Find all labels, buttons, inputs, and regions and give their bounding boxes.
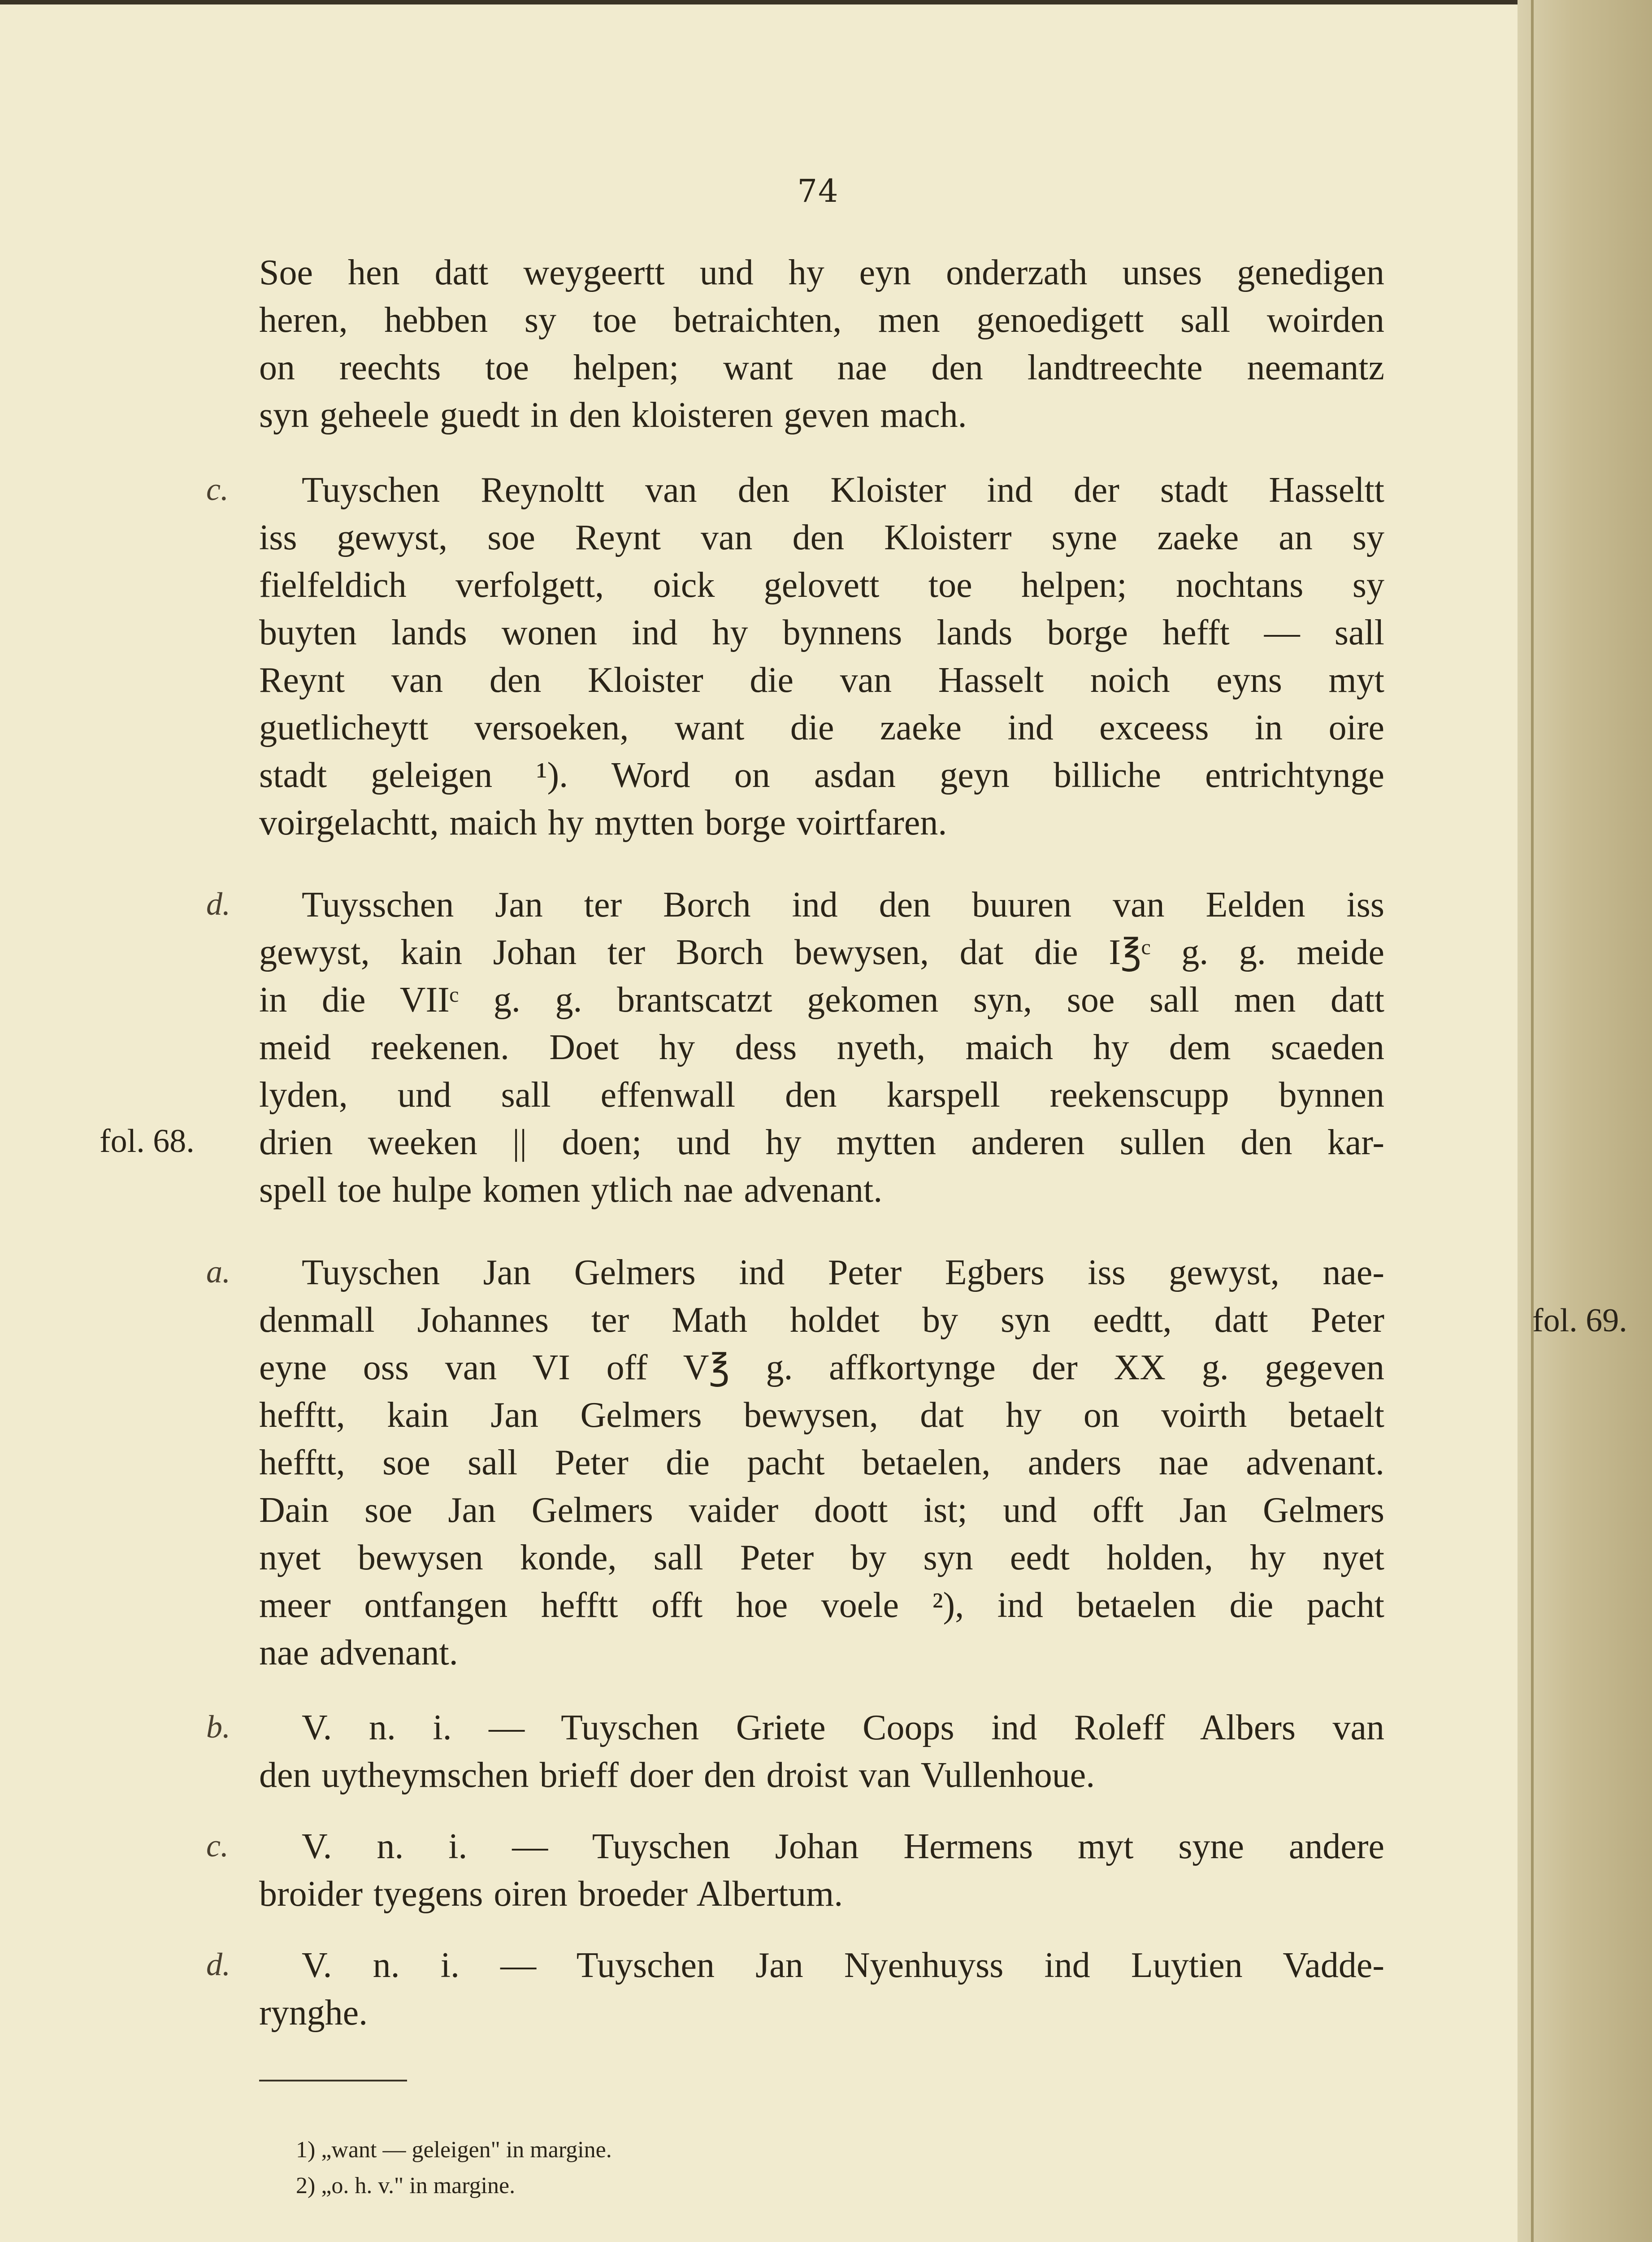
text-line: spell toe hulpe komen ytlich nae advenant. xyxy=(259,1170,883,1210)
text-line: Tuysschen Jan ter Borch ind den buuren van Eelden iss xyxy=(302,885,1384,925)
binding xyxy=(1531,0,1534,2242)
text-line: guetlicheytt versoeken, want die zaeke ind exceess in oire xyxy=(259,708,1384,747)
text-line: fielfeldich verfolgett, oick gelovett toe helpen; nochtans sy xyxy=(259,565,1384,605)
text-line: eyne oss van VI off V℥ g. affkortynge der XX g. gegeven xyxy=(259,1348,1384,1387)
text-line: nae advenant. xyxy=(259,1633,458,1673)
text-line: Tuyschen Reynoltt van den Kloister ind der stadt Hasseltt xyxy=(302,470,1384,510)
page-number: 74 xyxy=(797,173,839,209)
text-line: den uytheymschen brieff doer den droist van Vullenhoue. xyxy=(259,1755,1095,1795)
text-line: voirgelachtt, maich hy mytten borge voirtfaren. xyxy=(259,803,947,843)
paragraph-7 xyxy=(259,1942,1384,2037)
footnote-1: 1) „want — geleigen" in margine. xyxy=(296,2137,612,2163)
paragraph-1 xyxy=(259,249,1384,439)
text-line: in die VIIᶜ g. g. brantscatzt gekomen syn, soe sall men datt xyxy=(259,980,1384,1020)
text-line: V. n. i. — Tuyschen Jan Nyenhuyss ind Luytien Vadde- xyxy=(302,1946,1384,1985)
text-line: broider tyegens oiren broeder Albertum. xyxy=(259,1874,843,1914)
text-line: gewyst, kain Johan ter Borch bewysen, dat die I℥ᶜ g. g. meide xyxy=(259,933,1384,972)
text-line: V. n. i. — Tuyschen Johan Hermens myt syne andere xyxy=(302,1827,1384,1866)
text-line: drien weeken || doen; und hy mytten anderen sullen den kar- xyxy=(259,1123,1384,1162)
page-edge xyxy=(1518,0,1652,2242)
text-line: syn geheele guedt in den kloisteren geven mach. xyxy=(259,395,967,435)
text-line: meid reekenen. Doet hy dess nyeth, maich hy dem scaeden xyxy=(259,1028,1384,1067)
paragraph-marker: b. xyxy=(206,1709,230,1745)
text-line: hefftt, soe sall Peter die pacht betaelen, anders nae advenant. xyxy=(259,1443,1384,1482)
text-line: denmall Johannes ter Math holdet by syn eedtt, datt Peter xyxy=(259,1300,1384,1340)
paragraph-marker: c. xyxy=(206,1828,229,1864)
paragraph-3 xyxy=(259,881,1384,1214)
text-line: stadt geleigen ¹). Word on asdan geyn billiche entrichtynge xyxy=(259,756,1384,795)
paragraph-2 xyxy=(259,466,1384,847)
paragraph-marker: d. xyxy=(206,1947,230,1982)
text-line: on reechts toe helpen; want nae den landtreechte neemantz xyxy=(259,348,1384,387)
paragraph-5 xyxy=(259,1704,1384,1799)
text-line: Reynt van den Kloister die van Hasselt noich eyns myt xyxy=(259,660,1384,700)
paragraph-marker: c. xyxy=(206,471,229,507)
margin-note-left: fol. 68. xyxy=(100,1123,195,1160)
text-line: Soe hen datt weygeertt und hy eyn onderzath unses genedigen xyxy=(259,253,1384,292)
footnote-2: 2) „o. h. v." in margine. xyxy=(296,2173,516,2199)
text-line: buyten lands wonen ind hy bynnens lands borge hefft — sall xyxy=(259,613,1384,652)
text-line: lyden, und sall effenwall den karspell reekenscupp bynnen xyxy=(259,1075,1384,1115)
paragraph-marker: a. xyxy=(206,1254,230,1290)
text-line: nyet bewysen konde, sall Peter by syn eedt holden, hy nyet xyxy=(259,1538,1384,1577)
text-line: Tuyschen Jan Gelmers ind Peter Egbers iss gewyst, nae- xyxy=(302,1253,1384,1292)
text-line: Dain soe Jan Gelmers vaider doott ist; und offt Jan Gelmers xyxy=(259,1490,1384,1530)
paragraph-4 xyxy=(259,1249,1384,1677)
text-line: heren, hebben sy toe betraichten, men genoedigett sall woirden xyxy=(259,300,1384,340)
paragraph-6 xyxy=(259,1823,1384,1918)
margin-note-right: fol. 69. xyxy=(1532,1302,1627,1339)
page-top-edge xyxy=(0,0,1652,4)
text-line: meer ontfangen hefftt offt hoe voele ²), ind betaelen die pacht xyxy=(259,1586,1384,1625)
footnote-rule xyxy=(259,2080,407,2081)
text-line: rynghe. xyxy=(259,1993,368,2033)
text-line: iss gewyst, soe Reynt van den Kloisterr syne zaeke an sy xyxy=(259,518,1384,557)
text-line: V. n. i. — Tuyschen Griete Coops ind Roleff Albers van xyxy=(302,1708,1384,1747)
paragraph-marker: d. xyxy=(206,886,230,922)
text-line: hefftt, kain Jan Gelmers bewysen, dat hy on voirth betaelt xyxy=(259,1395,1384,1435)
